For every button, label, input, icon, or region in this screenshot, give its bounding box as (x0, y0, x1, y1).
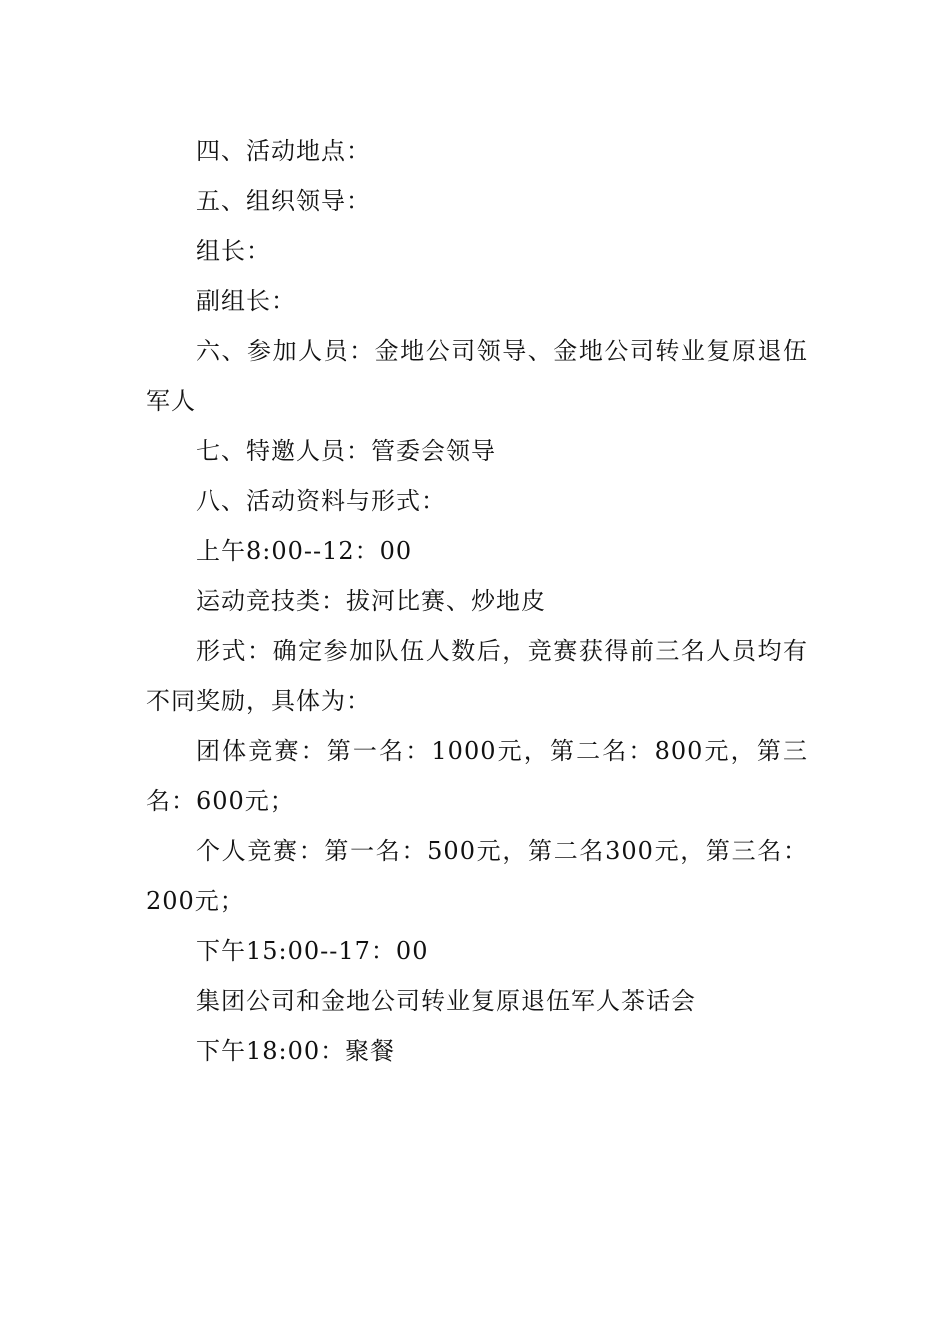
paragraph-format: 形式：确定参加队伍人数后，竞赛获得前三名人员均有不同奖励，具体为： (146, 637, 808, 715)
document-body (146, 126, 808, 1076)
paragraph-afternoon-time: 下午15:00--17：00 (196, 937, 429, 965)
paragraph-tea-party: 集团公司和金地公司转业复原退伍军人茶话会 (196, 987, 696, 1015)
paragraph-special-guests: 七、特邀人员：管委会领导 (196, 437, 496, 465)
paragraph-dinner: 下午18:00：聚餐 (196, 1037, 396, 1065)
paragraph-activity-content-heading: 八、活动资料与形式： (196, 487, 446, 515)
paragraph-team-prizes: 团体竞赛：第一名：1000元，第二名：800元，第三名：600元； (146, 737, 808, 815)
paragraph-activity-location: 四、活动地点： (196, 137, 371, 165)
paragraph-deputy-team-leader: 副组长： (196, 287, 296, 315)
paragraph-team-leader: 组长： (196, 237, 271, 265)
paragraph-organization-leadership: 五、组织领导： (196, 187, 371, 215)
paragraph-participants: 六、参加人员：金地公司领导、金地公司转业复原退伍军人 (146, 337, 808, 415)
paragraph-sports-events: 运动竞技类：拔河比赛、炒地皮 (196, 587, 546, 615)
paragraph-morning-time: 上午8:00--12：00 (196, 537, 413, 565)
paragraph-individual-prizes: 个人竞赛：第一名：500元，第二名300元，第三名：200元； (146, 837, 808, 915)
